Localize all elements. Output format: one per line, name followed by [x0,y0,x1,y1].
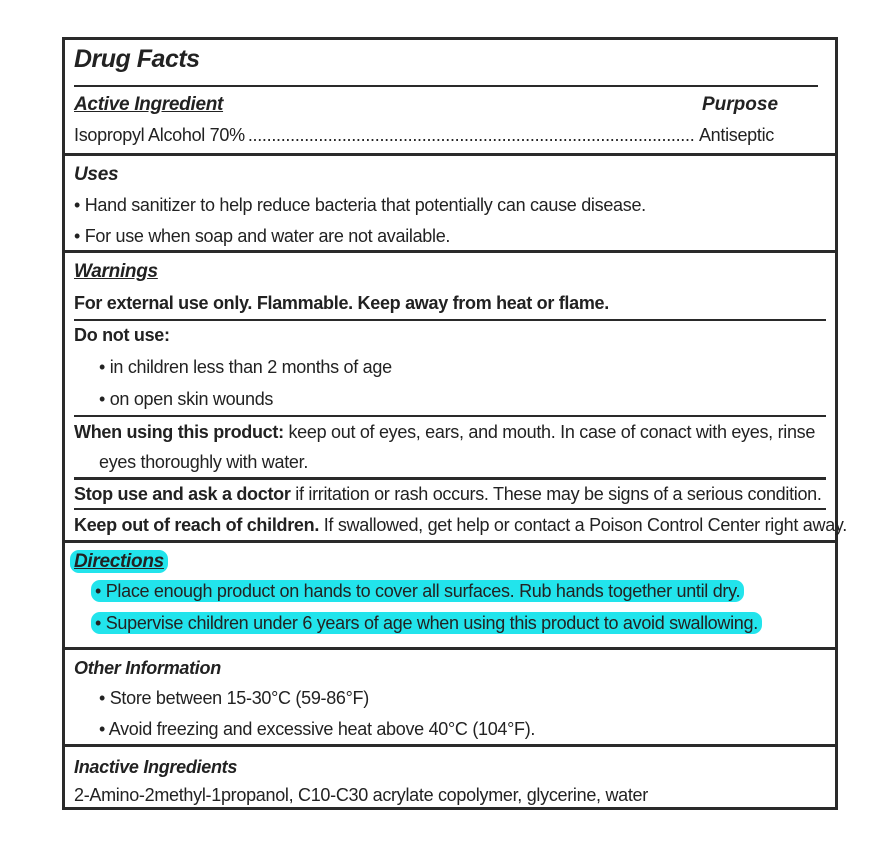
directions-item: • Supervise children under 6 years of age when using this product to avoid swallowing. [91,612,762,634]
when-using-text: keep out of eyes, ears, and mouth. In case of conact with eyes, rinse [288,422,816,442]
uses-item: • Hand sanitizer to help reduce bacteria that potentially can cause disease. [74,195,646,215]
section-divider [65,250,835,253]
directions-heading-wrap [70,551,168,573]
keep-out-text: If swallowed, get help or contact a Poison Control Center right away. [323,515,847,535]
other-info-heading: Other Information [74,658,221,678]
uses-heading: Uses [74,164,119,185]
warning-rule [74,319,826,321]
uses-item: • For use when soap and water are not available. [74,226,451,246]
when-using-line1 [74,421,815,443]
ingredient-row [74,124,774,146]
inactive-ingredients-text: 2-Amino-2methyl-1propanol, C10-C30 acrylate copolymer, glycerine, water [74,785,648,805]
title-rule [74,85,818,87]
active-ingredient-heading: Active Ingredient [74,94,224,115]
warning-rule [74,508,826,510]
keep-out-label: Keep out of reach of children. [74,515,320,535]
leader-dots [248,124,696,146]
directions-heading: Directions [70,550,168,573]
section-divider [65,540,835,543]
section-divider [65,647,835,650]
drug-facts-title: Drug Facts [74,45,200,73]
stop-use-text: if irritation or rash occurs. These may be signs of a serious condition. [295,484,822,504]
section-divider [65,153,835,156]
section-divider [65,744,835,747]
directions-item-wrap [91,612,762,634]
when-using-label: When using this product: [74,422,284,442]
other-info-item: • Store between 15-30°C (59-86°F) [99,688,369,708]
inactive-ingredients-heading: Inactive Ingredients [74,757,238,777]
drug-facts-panel [62,37,847,810]
ingredient-name: Isopropyl Alcohol 70% [74,125,245,145]
warnings-heading: Warnings [74,261,158,282]
stop-use-label: Stop use and ask a doctor [74,484,291,504]
when-using-line2: eyes thoroughly with water. [99,452,309,472]
directions-item-wrap [91,580,744,602]
stop-use-line [74,483,822,505]
other-info-item: • Avoid freezing and excessive heat above 40°C (104°F). [99,719,536,739]
do-not-use-item: • on open skin wounds [99,389,274,409]
warning-rule [74,477,826,480]
ingredient-purpose: Antiseptic [698,125,774,145]
purpose-heading: Purpose [702,94,779,115]
warning-rule [74,415,826,417]
do-not-use-item: • in children less than 2 months of age [99,357,392,377]
directions-item: • Place enough product on hands to cover all surfaces. Rub hands together until dry. [91,580,744,602]
do-not-use-heading: Do not use: [74,325,170,345]
keep-out-line [74,514,847,536]
external-use-warning: For external use only. Flammable. Keep away from heat or flame. [74,293,609,313]
